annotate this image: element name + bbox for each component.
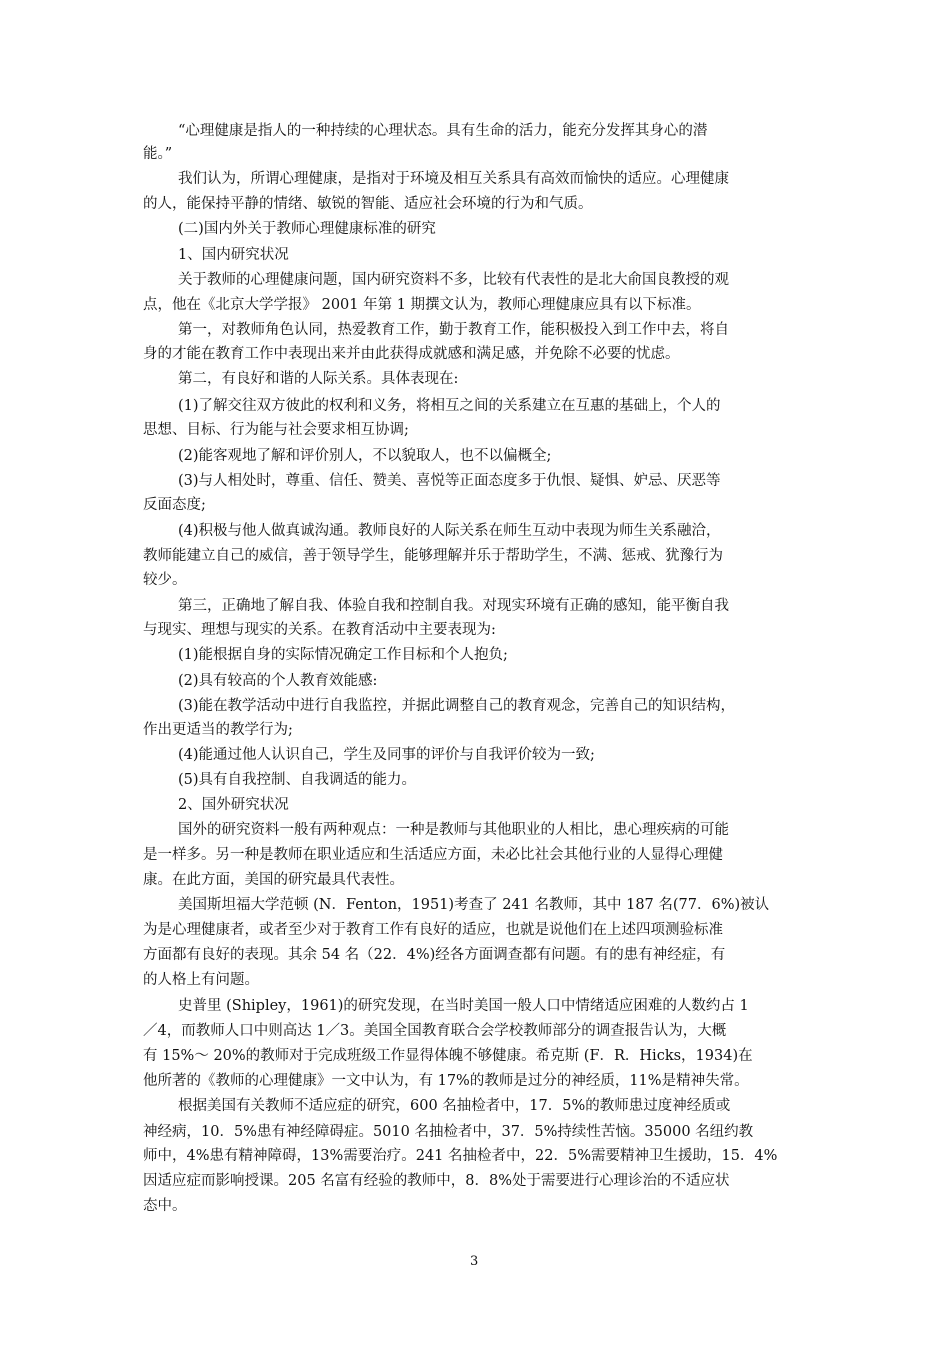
list-item: (4)能通过他人认识自己，学生及同事的评价与自我评价较为一致; [178, 747, 595, 763]
text-line: 较少。 [143, 572, 187, 588]
section-heading: (二)国内外关于教师心理健康标准的研究 [178, 221, 436, 237]
text-line: 第三，正确地了解自我、体验自我和控制自我。对现实环境有正确的感知，能平衡自我 [178, 598, 729, 614]
subsection-heading: 2、国外研究状况 [178, 797, 289, 813]
text-line: “心理健康是指人的一种持续的心理状态。具有生命的活力，能充分发挥其身心的潜 [178, 123, 708, 139]
text-line: 第二，有良好和谐的人际关系。具体表现在: [178, 371, 459, 387]
list-item: (2)具有较高的个人教育效能感: [178, 673, 378, 689]
list-item: (5)具有自我控制、自我调适的能力。 [178, 772, 417, 788]
text-line: 我们认为，所谓心理健康，是指对于环境及相互关系具有高效而愉快的适应。心理健康 [178, 171, 729, 187]
text-line: 师中，4%患有精神障碍，13%需要治疗。241 名抽检者中，22．5%需要精神卫生援助，15．4% [143, 1148, 778, 1164]
text-line: 有 15%～ 20%的教师对于完成班级工作显得体魄不够健康。希克斯 (F．R．Hicks，1934)在 [143, 1048, 753, 1064]
list-item: (3)能在教学活动中进行自我监控，并据此调整自己的教育观念，完善自己的知识结构， [178, 698, 736, 714]
text-line: 他所著的《教师的心理健康》一文中认为，有 17%的教师是过分的神经质，11%是精神失常。 [143, 1073, 749, 1089]
text-line: 史普里 (Shipley，1961)的研究发现，在当时美国一般人口中情绪适应困难的人数约占 1 [178, 998, 749, 1014]
list-item: (2)能客观地了解和评价别人，不以貌取人，也不以偏概全; [178, 448, 552, 464]
page-number: 3 [470, 1254, 479, 1269]
text-line: 为是心理健康者，或者至少对于教育工作有良好的适应，也就是说他们在上述四项测验标准 [143, 922, 723, 938]
text-line: 方面都有良好的表现。其余 54 名（22．4%)经各方面调查都有问题。有的患有神经症，有 [143, 947, 726, 963]
text-line: 思想、目标、行为能与社会要求相互协调; [143, 422, 409, 438]
text-line: 康。在此方面，美国的研究最具代表性。 [143, 872, 404, 888]
list-item: (1)能根据自身的实际情况确定工作目标和个人抱负; [178, 647, 508, 663]
subsection-heading: 1、国内研究状况 [178, 247, 289, 263]
text-line: 能。” [143, 146, 173, 162]
list-item: (3)与人相处时，尊重、信任、赞美、喜悦等正面态度多于仇恨、疑惧、妒忌、厌恶等 [178, 473, 721, 489]
text-line: 作出更适当的教学行为; [143, 722, 293, 738]
text-line: 根据美国有关教师不适应症的研究，600 名抽检者中，17．5%的教师患过度神经质或 [178, 1098, 731, 1114]
list-item: (1)了解交往双方彼此的权利和义务，将相互之间的关系建立在互惠的基础上，个人的 [178, 398, 721, 414]
text-line: 身的才能在教育工作中表现出来并由此获得成就感和满足感，并免除不必要的忧虑。 [143, 346, 680, 362]
text-line: 的人格上有问题。 [143, 972, 259, 988]
text-line: 神经病，10．5%患有神经障碍症。5010 名抽检者中，37．5%持续性苦恼。35000 名纽约教 [143, 1124, 754, 1140]
text-line: 国外的研究资料一般有两种观点：一种是教师与其他职业的人相比，患心理疾病的可能 [178, 822, 729, 838]
text-line: 反面态度; [143, 497, 206, 513]
text-line: 因适应症而影响授课。205 名富有经验的教师中，8．8%处于需要进行心理诊治的不适应状 [143, 1173, 730, 1189]
text-line: 美国斯坦福大学范顿 (N．Fenton，1951)考查了 241 名教师，其中 187 名(77．6%)被认 [178, 897, 770, 913]
text-line: 的人，能保持平静的情绪、敏锐的智能、适应社会环境的行为和气质。 [143, 196, 593, 212]
text-line: 与现实、理想与现实的关系。在教育活动中主要表现为: [143, 622, 496, 638]
text-line: 是一样多。另一种是教师在职业适应和生活适应方面，未必比社会其他行业的人显得心理健 [143, 847, 723, 863]
list-item: (4)积极与他人做真诚沟通。教师良好的人际关系在师生互动中表现为师生关系融洽， [178, 523, 721, 539]
text-line: 关于教师的心理健康问题，国内研究资料不多，比较有代表性的是北大俞国良教授的观 [178, 272, 729, 288]
text-line: 点，他在《北京大学学报》 2001 年第 1 期撰文认为，教师心理健康应具有以下标准。 [143, 297, 701, 313]
text-line: ／4，而教师人口中则高达 1／3。美国全国教育联合会学校教师部分的调查报告认为，大概 [143, 1023, 727, 1039]
text-line: 教师能建立自己的威信，善于领导学生，能够理解并乐于帮助学生，不满、惩戒、犹豫行为 [143, 548, 723, 564]
text-line: 态中。 [143, 1198, 187, 1214]
text-line: 第一，对教师角色认同，热爱教育工作，勤于教育工作，能积极投入到工作中去，将自 [178, 322, 729, 338]
